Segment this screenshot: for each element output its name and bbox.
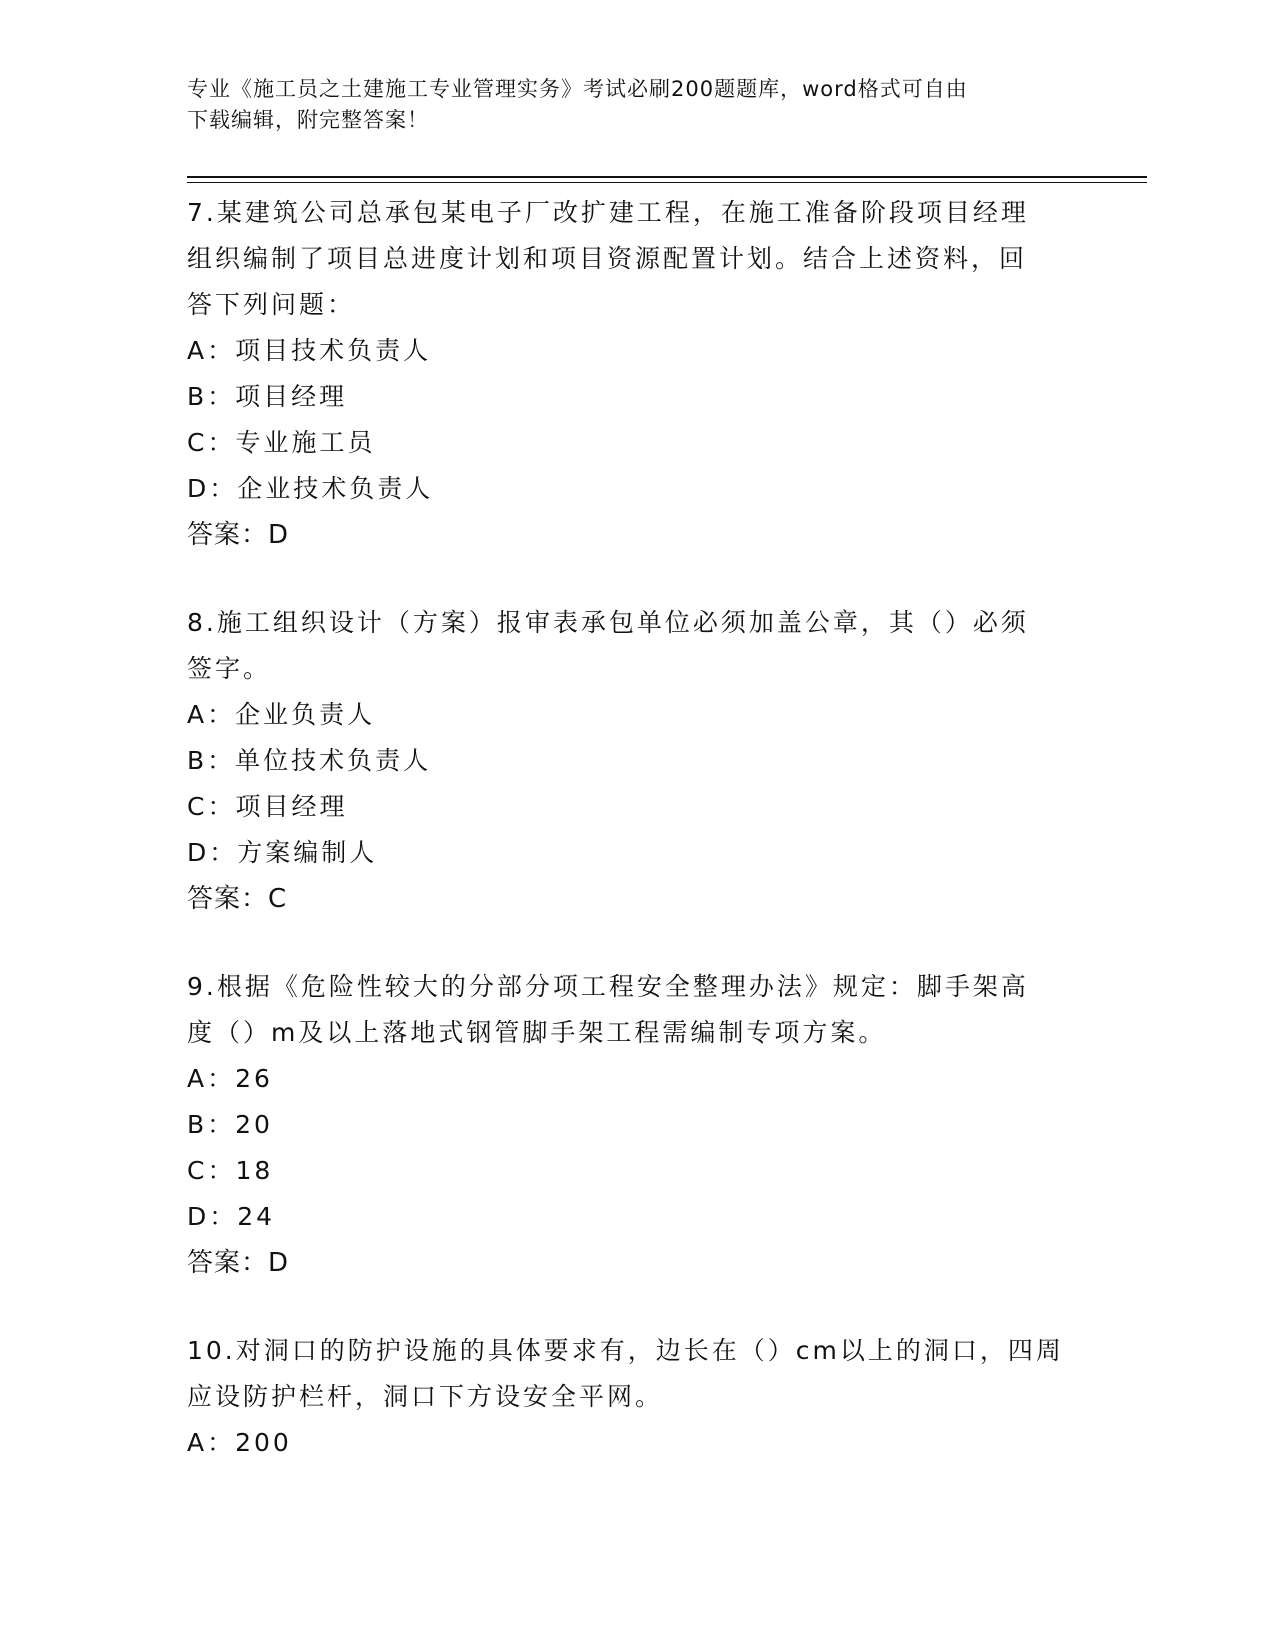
- question-7: [187, 190, 1087, 558]
- option-b: B：20: [187, 1110, 273, 1139]
- option-d: D：24: [187, 1202, 276, 1231]
- document-header: [187, 74, 1087, 136]
- question-stem-line: 签字。: [187, 654, 272, 683]
- answer-label: 答案：D: [187, 520, 290, 550]
- question-stem-line: 8.施工组织设计（方案）报审表承包单位必须加盖公章，其（）必须: [187, 608, 1029, 637]
- option-b: B：单位技术负责人: [187, 746, 432, 775]
- option-c: C：18: [187, 1156, 274, 1185]
- question-stem-line: 答下列问题：: [187, 290, 356, 319]
- option-a: A：200: [187, 1428, 292, 1457]
- question-stem-line: 10.对洞口的防护设施的具体要求有，边长在（）cm以上的洞口，四周: [187, 1336, 1064, 1365]
- question-stem-line: 7.某建筑公司总承包某电子厂改扩建工程，在施工准备阶段项目经理: [187, 198, 1029, 227]
- header-line-1: 专业《施工员之土建施工专业管理实务》考试必刷200题题库，word格式可自由: [187, 77, 968, 101]
- header-divider-thick: [187, 176, 1147, 178]
- option-a: A：项目技术负责人: [187, 336, 432, 365]
- option-d: D：企业技术负责人: [187, 474, 434, 503]
- questions-list: [187, 190, 1087, 1508]
- option-b: B：项目经理: [187, 382, 348, 411]
- question-stem-line: 度（）m及以上落地式钢管脚手架工程需编制专项方案。: [187, 1018, 887, 1047]
- header-divider-thin: [187, 182, 1147, 183]
- option-d: D：方案编制人: [187, 838, 378, 867]
- answer-label: 答案：C: [187, 884, 288, 914]
- question-10: [187, 1328, 1087, 1466]
- option-a: A：企业负责人: [187, 700, 376, 729]
- answer-label: 答案：D: [187, 1248, 290, 1278]
- header-line-2: 下载编辑，附完整答案！: [187, 108, 429, 132]
- question-stem-line: 9.根据《危险性较大的分部分项工程安全整理办法》规定：脚手架高: [187, 972, 1029, 1001]
- option-c: C：项目经理: [187, 792, 348, 821]
- question-stem-line: 组织编制了项目总进度计划和项目资源配置计划。结合上述资料，回: [187, 244, 1028, 273]
- question-9: [187, 964, 1087, 1286]
- question-stem-line: 应设防护栏杆，洞口下方设安全平网。: [187, 1382, 664, 1411]
- option-c: C：专业施工员: [187, 428, 376, 457]
- question-8: [187, 600, 1087, 922]
- option-a: A：26: [187, 1064, 273, 1093]
